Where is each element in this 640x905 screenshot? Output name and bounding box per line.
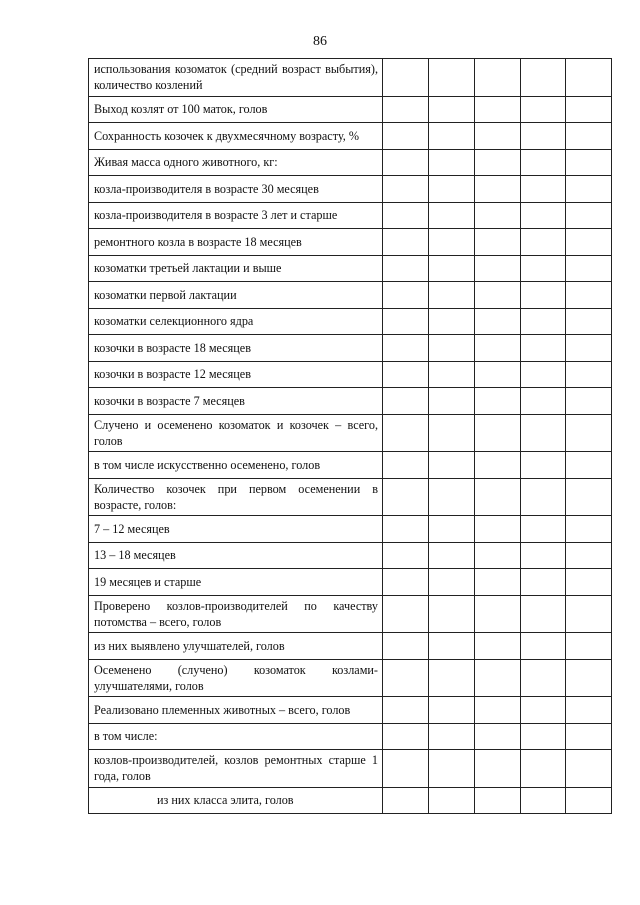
- table-row: [89, 595, 612, 633]
- value-cell[interactable]: [475, 542, 521, 569]
- value-cell[interactable]: [566, 335, 612, 362]
- value-cell[interactable]: [429, 697, 475, 724]
- table-row: [89, 516, 612, 543]
- row-label: из них класса элита, голов: [89, 787, 383, 814]
- row-label: Осеменено (случено) козоматок козлами-улучшателями, голов: [89, 659, 383, 697]
- value-cell[interactable]: [475, 750, 521, 788]
- value-cell[interactable]: [429, 202, 475, 229]
- value-cell[interactable]: [521, 123, 566, 150]
- value-cell[interactable]: [475, 723, 521, 750]
- row-label: Реализовано племенных животных – всего, голов: [89, 697, 383, 724]
- value-cell[interactable]: [566, 569, 612, 596]
- value-cell[interactable]: [521, 59, 566, 97]
- value-cell[interactable]: [475, 361, 521, 388]
- table-row: [89, 723, 612, 750]
- value-cell[interactable]: [566, 123, 612, 150]
- row-label: в том числе:: [89, 723, 383, 750]
- value-cell[interactable]: [521, 659, 566, 697]
- value-cell[interactable]: [521, 96, 566, 123]
- value-cell[interactable]: [383, 176, 429, 203]
- row-label: Живая масса одного животного, кг:: [89, 149, 383, 176]
- value-cell[interactable]: [383, 569, 429, 596]
- value-cell[interactable]: [429, 723, 475, 750]
- table-body: [89, 59, 612, 814]
- value-cell[interactable]: [521, 335, 566, 362]
- value-cell[interactable]: [475, 282, 521, 309]
- value-cell[interactable]: [475, 123, 521, 150]
- value-cell[interactable]: [566, 787, 612, 814]
- table-row: [89, 176, 612, 203]
- row-label: козлов-производителей, козлов ремонтных старше 1 года, голов: [89, 750, 383, 788]
- value-cell[interactable]: [383, 59, 429, 97]
- value-cell[interactable]: [383, 388, 429, 415]
- value-cell[interactable]: [475, 335, 521, 362]
- value-cell[interactable]: [475, 59, 521, 97]
- table-row: [89, 59, 612, 97]
- table-row: [89, 388, 612, 415]
- value-cell[interactable]: [566, 176, 612, 203]
- row-label: козла-производителя в возрасте 30 месяцев: [89, 176, 383, 203]
- row-label: Сохранность козочек к двухмесячному возрасту, %: [89, 123, 383, 150]
- value-cell[interactable]: [521, 478, 566, 516]
- value-cell[interactable]: [521, 202, 566, 229]
- value-cell[interactable]: [475, 452, 521, 479]
- table-row: [89, 750, 612, 788]
- row-label: использования козоматок (средний возраст выбытия), количество козлений: [89, 59, 383, 97]
- value-cell[interactable]: [566, 96, 612, 123]
- value-cell[interactable]: [566, 282, 612, 309]
- value-cell[interactable]: [566, 255, 612, 282]
- value-cell[interactable]: [429, 414, 475, 452]
- page-number: 86: [313, 34, 327, 49]
- value-cell[interactable]: [566, 388, 612, 415]
- value-cell[interactable]: [383, 697, 429, 724]
- value-cell[interactable]: [429, 96, 475, 123]
- value-cell[interactable]: [566, 59, 612, 97]
- row-label: из них выявлено улучшателей, голов: [89, 633, 383, 660]
- table-row: [89, 697, 612, 724]
- value-cell[interactable]: [429, 478, 475, 516]
- value-cell[interactable]: [475, 478, 521, 516]
- indicators-table: [88, 58, 612, 814]
- value-cell[interactable]: [521, 414, 566, 452]
- value-cell[interactable]: [521, 516, 566, 543]
- value-cell[interactable]: [521, 750, 566, 788]
- value-cell[interactable]: [429, 123, 475, 150]
- value-cell[interactable]: [383, 633, 429, 660]
- value-cell[interactable]: [383, 452, 429, 479]
- value-cell[interactable]: [383, 202, 429, 229]
- value-cell[interactable]: [429, 569, 475, 596]
- value-cell[interactable]: [429, 361, 475, 388]
- value-cell[interactable]: [521, 255, 566, 282]
- row-label: козоматки первой лактации: [89, 282, 383, 309]
- table-row: [89, 542, 612, 569]
- value-cell[interactable]: [475, 96, 521, 123]
- value-cell[interactable]: [383, 787, 429, 814]
- value-cell[interactable]: [429, 542, 475, 569]
- row-label: 13 – 18 месяцев: [89, 542, 383, 569]
- row-label: Случено и осеменено козоматок и козочек – всего, голов: [89, 414, 383, 452]
- value-cell[interactable]: [475, 595, 521, 633]
- value-cell[interactable]: [383, 516, 429, 543]
- table-row: [89, 96, 612, 123]
- value-cell[interactable]: [566, 697, 612, 724]
- value-cell[interactable]: [521, 308, 566, 335]
- row-label: козочки в возрасте 18 месяцев: [89, 335, 383, 362]
- table-row: [89, 478, 612, 516]
- row-label: козочки в возрасте 12 месяцев: [89, 361, 383, 388]
- value-cell[interactable]: [383, 123, 429, 150]
- value-cell[interactable]: [566, 452, 612, 479]
- value-cell[interactable]: [383, 361, 429, 388]
- value-cell[interactable]: [429, 308, 475, 335]
- table-row: [89, 229, 612, 256]
- value-cell[interactable]: [383, 595, 429, 633]
- value-cell[interactable]: [383, 750, 429, 788]
- value-cell[interactable]: [475, 229, 521, 256]
- value-cell[interactable]: [566, 308, 612, 335]
- table-row: [89, 255, 612, 282]
- row-label: козоматки третьей лактации и выше: [89, 255, 383, 282]
- value-cell[interactable]: [521, 595, 566, 633]
- value-cell[interactable]: [383, 229, 429, 256]
- row-label: в том числе искусственно осеменено, голов: [89, 452, 383, 479]
- value-cell[interactable]: [521, 149, 566, 176]
- value-cell[interactable]: [475, 697, 521, 724]
- value-cell[interactable]: [429, 335, 475, 362]
- table-row: [89, 452, 612, 479]
- value-cell[interactable]: [429, 388, 475, 415]
- table-row: [89, 123, 612, 150]
- table-row: [89, 633, 612, 660]
- value-cell[interactable]: [521, 633, 566, 660]
- value-cell[interactable]: [475, 176, 521, 203]
- value-cell[interactable]: [566, 659, 612, 697]
- value-cell[interactable]: [521, 229, 566, 256]
- value-cell[interactable]: [566, 633, 612, 660]
- table-row: [89, 202, 612, 229]
- value-cell[interactable]: [521, 697, 566, 724]
- value-cell[interactable]: [475, 255, 521, 282]
- value-cell[interactable]: [383, 149, 429, 176]
- value-cell[interactable]: [429, 595, 475, 633]
- value-cell[interactable]: [383, 414, 429, 452]
- value-cell[interactable]: [475, 308, 521, 335]
- value-cell[interactable]: [475, 659, 521, 697]
- value-cell[interactable]: [521, 569, 566, 596]
- value-cell[interactable]: [429, 750, 475, 788]
- value-cell[interactable]: [566, 595, 612, 633]
- value-cell[interactable]: [521, 542, 566, 569]
- value-cell[interactable]: [475, 516, 521, 543]
- value-cell[interactable]: [566, 542, 612, 569]
- table-row: [89, 569, 612, 596]
- value-cell[interactable]: [383, 308, 429, 335]
- value-cell[interactable]: [429, 229, 475, 256]
- value-cell[interactable]: [429, 282, 475, 309]
- value-cell[interactable]: [383, 659, 429, 697]
- value-cell[interactable]: [521, 452, 566, 479]
- row-label: ремонтного козла в возрасте 18 месяцев: [89, 229, 383, 256]
- table-row: [89, 659, 612, 697]
- value-cell[interactable]: [475, 202, 521, 229]
- value-cell[interactable]: [429, 659, 475, 697]
- row-label: козоматки селекционного ядра: [89, 308, 383, 335]
- value-cell[interactable]: [566, 414, 612, 452]
- table-row: [89, 308, 612, 335]
- value-cell[interactable]: [429, 787, 475, 814]
- table-row: [89, 335, 612, 362]
- value-cell[interactable]: [429, 176, 475, 203]
- value-cell[interactable]: [475, 633, 521, 660]
- row-label: козочки в возрасте 7 месяцев: [89, 388, 383, 415]
- row-label: Проверено козлов-производителей по качеству потомства – всего, голов: [89, 595, 383, 633]
- row-label: Количество козочек при первом осеменении в возрасте, голов:: [89, 478, 383, 516]
- value-cell[interactable]: [475, 388, 521, 415]
- value-cell[interactable]: [383, 542, 429, 569]
- row-label: Выход козлят от 100 маток, голов: [89, 96, 383, 123]
- table-row: [89, 414, 612, 452]
- value-cell[interactable]: [383, 255, 429, 282]
- table-row: [89, 282, 612, 309]
- value-cell[interactable]: [475, 149, 521, 176]
- value-cell[interactable]: [475, 414, 521, 452]
- table-row: [89, 361, 612, 388]
- value-cell[interactable]: [566, 516, 612, 543]
- table-row: [89, 149, 612, 176]
- value-cell[interactable]: [383, 96, 429, 123]
- value-cell[interactable]: [566, 229, 612, 256]
- value-cell[interactable]: [566, 361, 612, 388]
- row-label: 19 месяцев и старше: [89, 569, 383, 596]
- value-cell[interactable]: [429, 633, 475, 660]
- value-cell[interactable]: [521, 787, 566, 814]
- value-cell[interactable]: [429, 149, 475, 176]
- value-cell[interactable]: [383, 723, 429, 750]
- value-cell[interactable]: [383, 335, 429, 362]
- value-cell[interactable]: [383, 282, 429, 309]
- row-label: 7 – 12 месяцев: [89, 516, 383, 543]
- value-cell[interactable]: [521, 361, 566, 388]
- value-cell[interactable]: [429, 59, 475, 97]
- value-cell[interactable]: [566, 723, 612, 750]
- value-cell[interactable]: [521, 388, 566, 415]
- value-cell[interactable]: [521, 176, 566, 203]
- value-cell[interactable]: [475, 569, 521, 596]
- value-cell[interactable]: [429, 452, 475, 479]
- value-cell[interactable]: [566, 202, 612, 229]
- value-cell[interactable]: [566, 149, 612, 176]
- value-cell[interactable]: [429, 255, 475, 282]
- value-cell[interactable]: [475, 787, 521, 814]
- value-cell[interactable]: [566, 478, 612, 516]
- value-cell[interactable]: [566, 750, 612, 788]
- table-row: [89, 787, 612, 814]
- value-cell[interactable]: [429, 516, 475, 543]
- value-cell[interactable]: [383, 478, 429, 516]
- value-cell[interactable]: [521, 723, 566, 750]
- row-label: козла-производителя в возрасте 3 лет и старше: [89, 202, 383, 229]
- value-cell[interactable]: [521, 282, 566, 309]
